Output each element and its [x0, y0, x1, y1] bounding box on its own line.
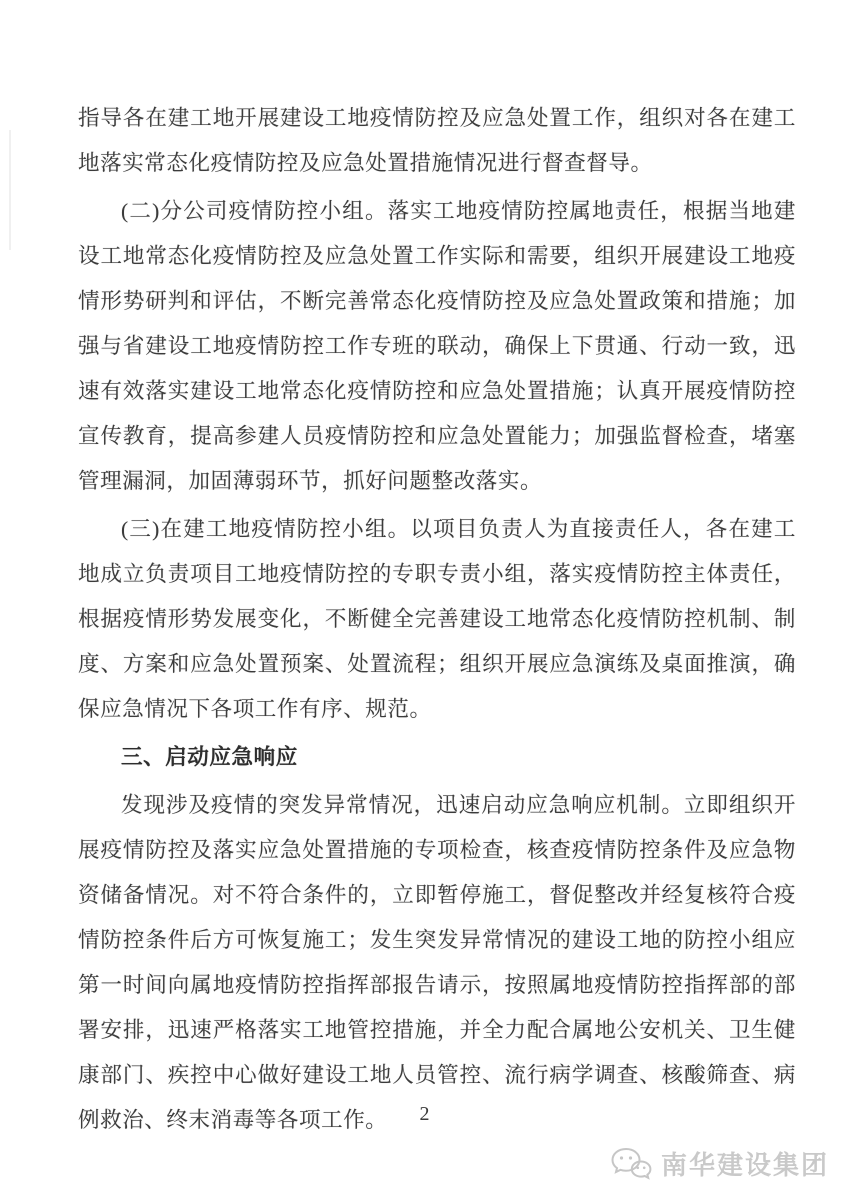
- paragraph-continued: 指导各在建工地开展建设工地疫情防控及应急处置工作，组织对各在建工地落实常态化疫情防控及应急处置措施情况进行督查督导。: [78, 106, 796, 175]
- document-body: [78, 96, 796, 1146]
- footer-watermark: [610, 1145, 829, 1182]
- page-number: 2: [419, 1103, 430, 1125]
- scan-artifact-line: [9, 130, 11, 250]
- watermark-label: 南华建设集团: [660, 1150, 829, 1180]
- paragraph-item-3: (三)在建工地疫情防控小组。以项目负责人为直接责任人，各在建工地成立负责项目工地疫情防控的专职专责小组，落实疫情防控主体责任，根据疫情形势发展变化，不断健全完善建设工地常态化疫情防控机制、制度、方案和应急处置预案、处置流程；组织开展应急演练及桌面推演，确保应急情况下各项工作有序、规范。: [78, 517, 796, 721]
- paragraph-item-2: (二)分公司疫情防控小组。落实工地疫情防控属地责任，根据当地建设工地常态化疫情防控及应急处置工作实际和需要，组织开展建设工地疫情形势研判和评估，不断完善常态化疫情防控及应急处置政策和措施；加强与省建设工地疫情防控工作专班的联动，确保上下贯通、行动一致，迅速有效落实建设工地常态化疫情防控和应急处置措施；认真开展疫情防控宣传教育，提高参建人员疫情防控和应急处置能力；加强监督检查，堵塞管理漏洞，加固薄弱环节，抓好问题整改落实。: [78, 199, 796, 493]
- wechat-icon: [610, 1147, 652, 1181]
- paragraph-section-3-body: 发现涉及疫情的突发异常情况，迅速启动应急响应机制。立即组织开展疫情防控及落实应急处置措施的专项检查，核查疫情防控条件及应急物资储备情况。对不符合条件的，立即暂停施工，督促整改并经复核符合疫情防控条件后方可恢复施工；发生突发异常情况的建设工地的防控小组应第一时间向属地疫情防控指挥部报告请示，按照属地疫情防控指挥部的部署安排，迅速严格落实工地管控措施，并全力配合属地公安机关、卫生健康部门、疾控中心做好建设工地人员管控、流行病学调查、核酸筛查、病例救治、终末消毒等各项工作。: [78, 793, 796, 1132]
- section-heading: 三、启动应急响应: [121, 745, 298, 769]
